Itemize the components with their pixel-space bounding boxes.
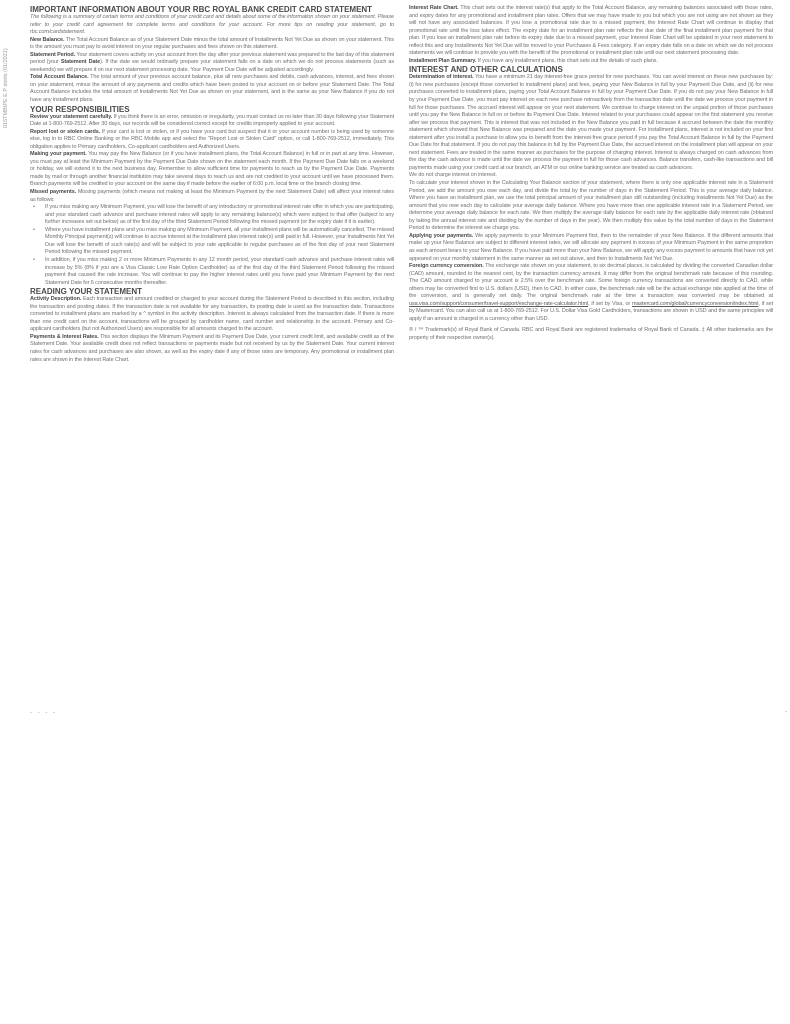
total-balance-lead: Total Account Balance. bbox=[30, 74, 89, 81]
new-balance-text: The Total Account Balance as of your Statement Date minus the total amount of Installments Not Yet Due as shown on your statement. This is the amount you must pay to avoid interest on your regular purchases and fees shown on this statement. bbox=[30, 36, 394, 51]
heading-responsibilities: YOUR RESPONSIBILITIES bbox=[30, 104, 130, 114]
statement-period-text-2: ). If the date we would ordinarily prepare your statement falls on a date on which we do not process statements (such as weekends) we will prepare it on our next statement processing date. Your Payment Due Date will be adjusted accordingly. bbox=[30, 59, 395, 73]
making-payment-text: You may pay the New Balance (or if you have installment plans, the Total Account Balance) in full or in part at any time. However, you must pay at least the Minimum Payment by the Payment Due Date shown on the statement each month. If the Payment Due Date falls on a weekend or holiday, we will extend it to the next business day. Remember to allow sufficient time for payments to reach us by the Payment Due Date. Payments made by mail or through another financial institution may take several days to reach us and are not credited to your account until we have processed them. Branch payments will be credited to your account on the same day if made before the earlier of 6:00 p.m. local time or the branch closing time. bbox=[30, 151, 394, 188]
activity-description-paragraph bbox=[30, 296, 394, 334]
applying-payments-text: We apply payments to your Minimum Payment first, then to the remainder of your New Balance. If the different amounts that make up your New Balance are subject to different interest rates, we will allocate any payment in excess of your Minimum Payment in the same proportion as each amount bears to your New Balance. If you have paid more than your New Balance, we will apply any excess payment to amounts that have not yet appeared on your monthly statement in the same manner as set out above, and then to Installments Not Yet Due. bbox=[409, 232, 774, 262]
statement-period-lead: Statement Period. bbox=[30, 51, 76, 58]
making-payment-lead: Making your payment. bbox=[30, 151, 87, 158]
foreign-currency-text-3: , if set by Mastercard. You can also call us at 1-800-769-2512. For U.S. Dollar Visa Gold Cardholders, transactions are shown in USD and the same principles will apply if an amount is charged in a currency other than USD. bbox=[409, 300, 773, 322]
missed-payments-list bbox=[30, 204, 394, 287]
missed-payments-paragraph bbox=[30, 189, 394, 204]
missed-payments-text: Missing payments (which means not making at least the Minimum Payment by the next Statement Date) will affect your interest rates as follows: bbox=[30, 189, 395, 203]
heading-interest-calculations: INTEREST AND OTHER CALCULATIONS bbox=[409, 65, 563, 75]
heading-reading-statement: READING YOUR STATEMENT bbox=[30, 287, 143, 297]
list-item: • If you miss making any Minimum Payment, you will lose the benefit of any introductory or promotional interest rate offer in which you are participating, and your standard cash advance and purchase interest rates will apply to any remaining balance(s) which were subject to that offer (subject to any further increases set out below) as of the first day of the third Statement Period following the missed payment (or the expiry date if it is earlier). bbox=[45, 204, 394, 227]
form-code: 015TMBIPE E P stmts (01/2021) bbox=[3, 48, 9, 128]
applying-payments-lead: Applying your payments. bbox=[409, 232, 474, 239]
interest-rate-chart-lead: Interest Rate Chart. bbox=[409, 5, 459, 11]
calculation-paragraph: To calculate your interest shown in the Calculating Your Balance section of your statement, where there is only one applicable interest rate in a Statement Period, we add the amount you owe each day, and divide the total by the number of days in the Statement Period. This is your average daily balance. Where you have an installment plan, we use the total principal amount of your installment plan still outstanding (including Installments Not Yet Due) as the amount that you owe each day to calculate your average daily balance. Where you have more than one applicable interest rate in a Statement Period, we determine your average daily balance for each rate. We then multiply the average daily balance for each rate by the applicable daily interest rate (obtained by taking the annual interest rate and dividing by the number of days in the year). We then multiply this value by the total number of days in the Statement Period to determine the interest we charge you. bbox=[409, 180, 773, 232]
total-balance-paragraph bbox=[30, 74, 394, 104]
payments-rates-text: This section displays the Minimum Payment and its Payment Due Date, your current credit limit, and available credit as of the Statement Date. Your available credit does not reflect transactions or payments made but not received by us by the Statement Date. Your current interest rates for cash advances and purchases are also shown, as well as the expiry date if any of those rates are temporary. Any promotional or installment plan rates are shown in the Interest Rate Chart. bbox=[30, 333, 394, 363]
applying-payments-paragraph bbox=[409, 233, 773, 263]
interest-rate-chart-paragraph bbox=[409, 5, 773, 58]
list-item: • Where you have installment plans and you miss making any Minimum Payment, all your installment plans will be automatically cancelled. The missed Monthly Principal payment(s) will continue to accrue interest at the installment plan interest rate(s) until paid in full. However, your Installments Not Yet Due will lose the benefit of such rate(s) and will be subject to your rate applicable to regular purchases as of the first day of your next Statement Period following the missed payment. bbox=[45, 227, 394, 257]
left-column bbox=[30, 5, 394, 364]
interest-rate-chart-text: This chart sets out the interest rate(s) that apply to the Total Account Balance, any remaining balances associated with those rates, and expiry dates for any promotional and installment plan rates. Offers that we may have made to you but which you are not using are not shown as they will not have any associated balances. If you lose a promotional rate due to a missed payment, the Interest Rate Chart will continue to display that promotional rate until the loss takes effect. The expiry date for an installment plan rate reflects the due date of the final installment plan payment for that plan. If you lose an installment plan rate before its expiry date due to a missed payment, your Interest Rate Chart will be updated in your next statement to reflect this and any Installments Not Yet Due will be moved to your Purchases & Fees category. If an expiry date falls on a date on which we do not process statements we will continue to provide you with the benefit of the promotional or installment plan rate until our next statement processing date. bbox=[409, 5, 773, 57]
lost-cards-text: If your card is lost or stolen, or if you have your card but suspect that it or your account number is being used by someone else, log in to RBC Online Banking or the RBC Mobile app and select the "Report Lost or Stolen Card" option, or call 1-800-769-2512, immediately. This obligation applies to Primary cardholders, Co-applicant cardholders and Authorized Users. bbox=[30, 128, 394, 150]
fold-mark-right: - bbox=[785, 709, 787, 715]
review-lead: Review your statement carefully. bbox=[30, 113, 113, 120]
fold-mark-left: - - - - bbox=[30, 710, 57, 716]
statement-date-term: Statement Date bbox=[60, 59, 101, 66]
installment-summary-text: If you have any installment plans, this chart sets out the details of such plans. bbox=[476, 57, 658, 64]
foreign-currency-text-2: , if set by Visa, or bbox=[588, 300, 632, 307]
statement-period-paragraph bbox=[30, 52, 394, 75]
installment-summary-lead: Installment Plan Summary. bbox=[409, 57, 477, 64]
activity-description-text: Each transaction and amount credited or charged to your account during the Statement Period is described in this section, including the transaction and posting dates. If the transaction date is not available for any transaction, its posting date is used as the transaction date. Transactions converted to installment plans are marked by a ^ symbol in the activity description. Interest is always calculated from the transaction date. If there is more than one credit card on the account, transactions will be grouped by cardholder name, card number and relationship to the account. Primary and Co-applicant cardholders (but not Authorized Users) are responsible for all amounts charged to the account. bbox=[30, 296, 394, 333]
making-payment-paragraph bbox=[30, 151, 394, 189]
review-paragraph bbox=[30, 114, 394, 129]
payments-rates-lead: Payments & Interest Rates. bbox=[30, 333, 99, 340]
foreign-currency-text-1: The exchange rate shown on your statement, to six decimal places, is calculated by dividing the converted Canadian dollar (CAD) amount, rounded to the nearest cent, by the transaction currency amount. It may differ from the original benchmark rate because of this rounding. The CAD amount charged to your account is 2.5% over the benchmark rate. Some foreign currency transactions are converted directly to CAD, while others may be converted first to U.S. dollars (USD), then to CAD. In either case, the benchmark rate will be the actual exchange rate applied at the time of the conversion, and is generally set daily. The original benchmark rate at the time a transaction was converted may be obtained at bbox=[409, 263, 774, 300]
installment-summary-paragraph bbox=[409, 58, 773, 66]
activity-description-lead: Activity Description. bbox=[30, 296, 82, 303]
missed-payments-lead: Missed payments. bbox=[30, 189, 77, 196]
foreign-currency-paragraph bbox=[409, 263, 773, 323]
trademark-notice: ® / ™ Trademark(s) of Royal Bank of Canada. RBC and Royal Bank are registered trademarks of Royal Bank of Canada. ‡ All other trademarks are the property of their respective owner(s). bbox=[409, 327, 773, 341]
statement-period-text-1: Your statement covers activity on your account from the day after your previous statement was prepared to the last day of this statement period (your bbox=[30, 51, 394, 66]
heading-important-info: IMPORTANT INFORMATION ABOUT YOUR RBC ROYAL BANK CREDIT CARD STATEMENT bbox=[30, 5, 373, 14]
lost-cards-lead: Report lost or stolen cards. bbox=[30, 128, 101, 135]
list-item: • In addition, if you miss making 2 or more Minimum Payments in any 12 month period, your standard cash advance and purchase interest rates will increase by 5% (8% if you are a Visa Classic Low Rate Option Cardholder) as of the first day of the third Statement Period following the missed payment that caused the rate increase. You will continue to pay the higher interest rates until you have paid your Minimum Payment by the next Statement Date for 6 consecutive months thereafter. bbox=[45, 257, 394, 287]
determination-text: You have a minimum 21 day interest-free grace period for new purchases. You can avoid interest on these new purchases by: (i) for new purchases (except those converted to installment plans) and fees, paying your New Balance in full by your Payment Due Date, and (ii) for new purchases converted to installment plans, paying your Total Account Balance in full by your Payment Due Date. If you do not pay your New Balance in full by your Payment Due Date, you must pay interest on each new purchase retroactively from the transaction date until the date we process your payment in full for those purchases. The accrued interest will appear on your next statement. We continue to charge interest on the unpaid portion of those purchases until you pay the New Balance in full on or before its Payment Due Date. Interest related to your purchases could appear on the first statement you receive after we process that payment. This is interest that was not included in the New Balance you paid in full because it accrued between the date the monthly statement which showed that New Balance was prepared and the date you made your payment. For installment plans, interest is not included on your first statement after you install a purchase to allow you to benefit from the interest-free grace period if you pay the Total Account Balance in full by the Payment Due Date for that statement. If you do not pay this balance in full by the Payment Due Date, the accrued interest on the installment plan will appear on your next statement. Fees are treated in the same manner as purchases for the purpose of charging interest. Interest is always charged on cash advances from the day the cash advance is made until the date we process the payment in full for those cash advances. Balance transfers, cash-like transactions and bill payments made using your credit card at our branch, an ATM or our online banking service are treated as cash advances. bbox=[409, 74, 773, 171]
new-balance-paragraph bbox=[30, 37, 394, 52]
foreign-currency-lead: Foreign currency conversion. bbox=[409, 263, 484, 270]
determination-lead: Determination of interest. bbox=[409, 74, 474, 81]
no-interest-on-interest: We do not charge interest on interest. bbox=[409, 172, 497, 179]
new-balance-lead: New Balance. bbox=[30, 36, 65, 43]
mastercard-exchange-link[interactable]: mastercard.com/global/currencyconversion/index.html bbox=[631, 300, 759, 307]
determination-paragraph bbox=[409, 74, 773, 172]
right-column bbox=[409, 5, 773, 343]
visa-exchange-link[interactable]: usa.visa.com/support/consumer/travel-support/exchange-rate-calculator.html bbox=[409, 300, 589, 307]
review-text: If you think there is an error, omission or irregularity, you must contact us no later than 30 days following your Statement Date at 1-800-769-2512. After 30 days, our records will be considered correct except for credits improperly applied to your account. bbox=[30, 113, 395, 128]
total-balance-text: The total amount of your previous account balance, plus all new purchases and debits, cash advances, interest, and fees shown on your statement, minus the amount of any payments and credits which have been posted to your account on or before your Statement Date. The Total Account Balance includes the total amount of Installments Not Yet Due as shown on your statement, and is the same as your New Balance if you do not have any installment plans. bbox=[30, 74, 394, 104]
intro-paragraph: The following is a summary of certain terms and conditions of your credit card and details about some of the information shown on your statement. Please refer to your credit card agreement for complete terms and conditions for your account. For more tips on reading your statement, go to rbc.com/cardstatement. bbox=[30, 14, 394, 36]
lost-cards-paragraph bbox=[30, 129, 394, 152]
payments-rates-paragraph bbox=[30, 334, 394, 364]
